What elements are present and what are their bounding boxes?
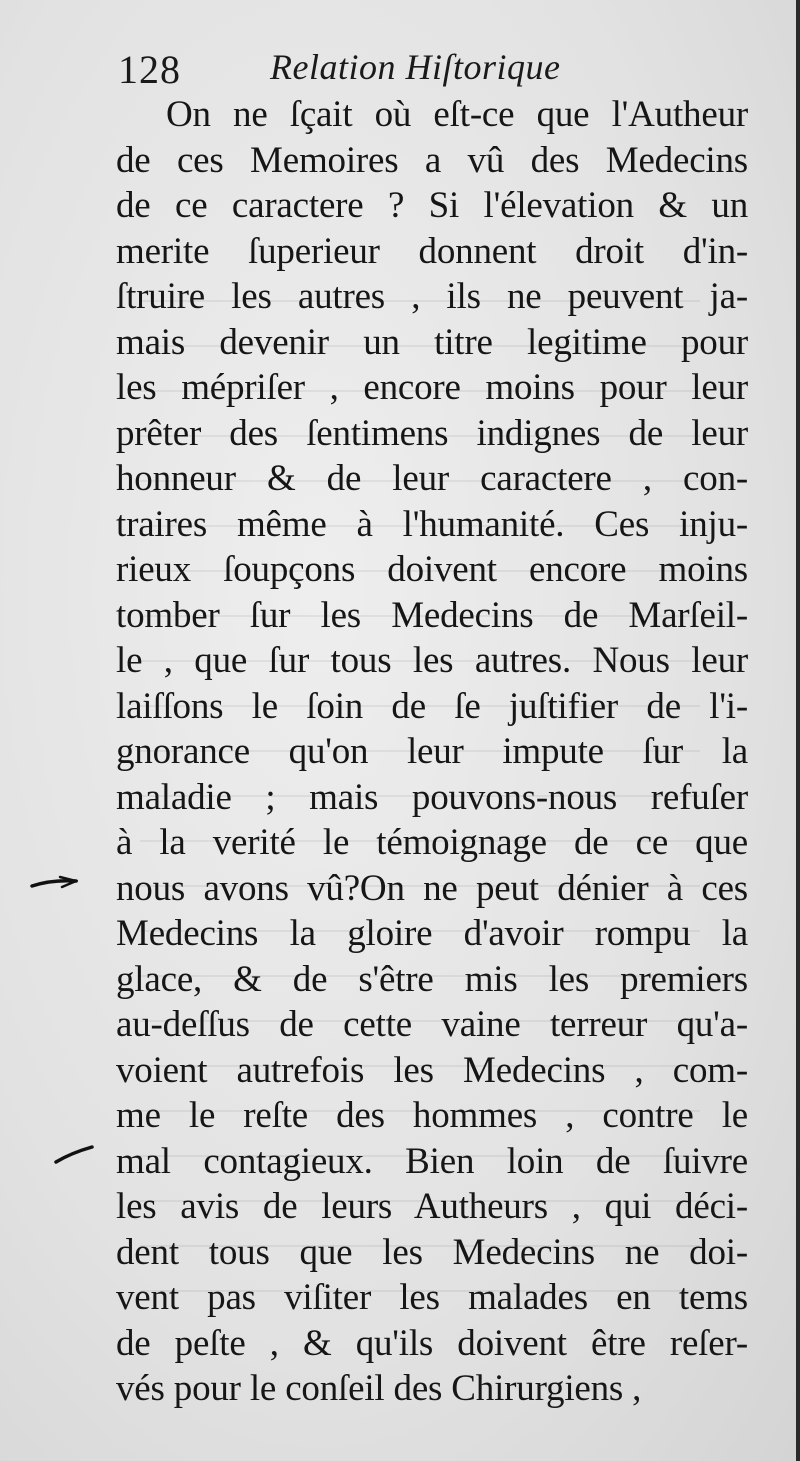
page-header	[118, 42, 598, 92]
text-line: mais devenir un titre legitime pour	[116, 321, 748, 363]
text-line: me le reſte des hommes , contre le	[116, 1095, 748, 1136]
text-line: ſtruire les autres , ils ne peuvent ja-	[116, 276, 748, 317]
text-line: de peſte , & qu'ils doivent être reſer-	[116, 1322, 748, 1364]
text-line: tomber ſur les Medecins de Marſeil-	[116, 594, 748, 636]
text-line: merite ſuperieur donnent droit d'in-	[116, 230, 748, 272]
pen-stroke-arrow-icon	[30, 872, 78, 896]
running-head: Relation Hiſtorique	[270, 47, 561, 87]
text-line: de ces Memoires a vû des Medecins	[116, 139, 748, 181]
text-line: voient autrefois les Medecins , com-	[116, 1049, 748, 1091]
text-line: laiſſons le ſoin de ſe juſtifier de l'i-	[116, 685, 748, 727]
text-line: de ce caractere ? Si l'élevation & un	[116, 185, 748, 226]
text-line: mal contagieux. Bien loin de ſuivre	[116, 1140, 748, 1182]
text-line: On ne ſçait où eſt-ce que l'Autheur	[166, 94, 748, 135]
text-line: au-deſſus de cette vaine terreur qu'a-	[116, 1004, 748, 1045]
text-line: maladie ; mais pouvons-nous refuſer	[116, 776, 748, 818]
text-line: traires même à l'humanité. Ces inju-	[116, 503, 748, 545]
text-line: prêter des ſentimens indignes de leur	[116, 412, 748, 454]
body-text	[116, 92, 748, 1412]
text-line: honneur & de leur caractere , con-	[116, 458, 748, 499]
text-line: rieux ſoupçons doivent encore moins	[116, 549, 748, 590]
text-line: vés pour le conſeil des Chirurgiens ,	[116, 1368, 642, 1409]
page-number: 128	[118, 47, 181, 92]
text-line: les mépriſer , encore moins pour leur	[116, 367, 748, 408]
text-line: dent tous que les Medecins ne doi-	[116, 1231, 748, 1273]
text-line: à la verité le témoignage de ce que	[116, 822, 748, 863]
pen-stroke-dash-icon	[52, 1142, 100, 1166]
text-line: glace, & de s'être mis les premiers	[116, 958, 748, 1000]
text-line: le , que ſur tous les autres. Nous leur	[116, 640, 748, 681]
text-line: nous avons vû?On ne peut dénier à ces	[116, 867, 748, 909]
text-line: vent pas viſiter les malades en tems	[116, 1277, 748, 1318]
text-line: les avis de leurs Autheurs , qui déci-	[116, 1186, 748, 1227]
text-line: gnorance qu'on leur impute ſur la	[116, 731, 748, 772]
text-line: Medecins la gloire d'avoir rompu la	[116, 913, 748, 954]
